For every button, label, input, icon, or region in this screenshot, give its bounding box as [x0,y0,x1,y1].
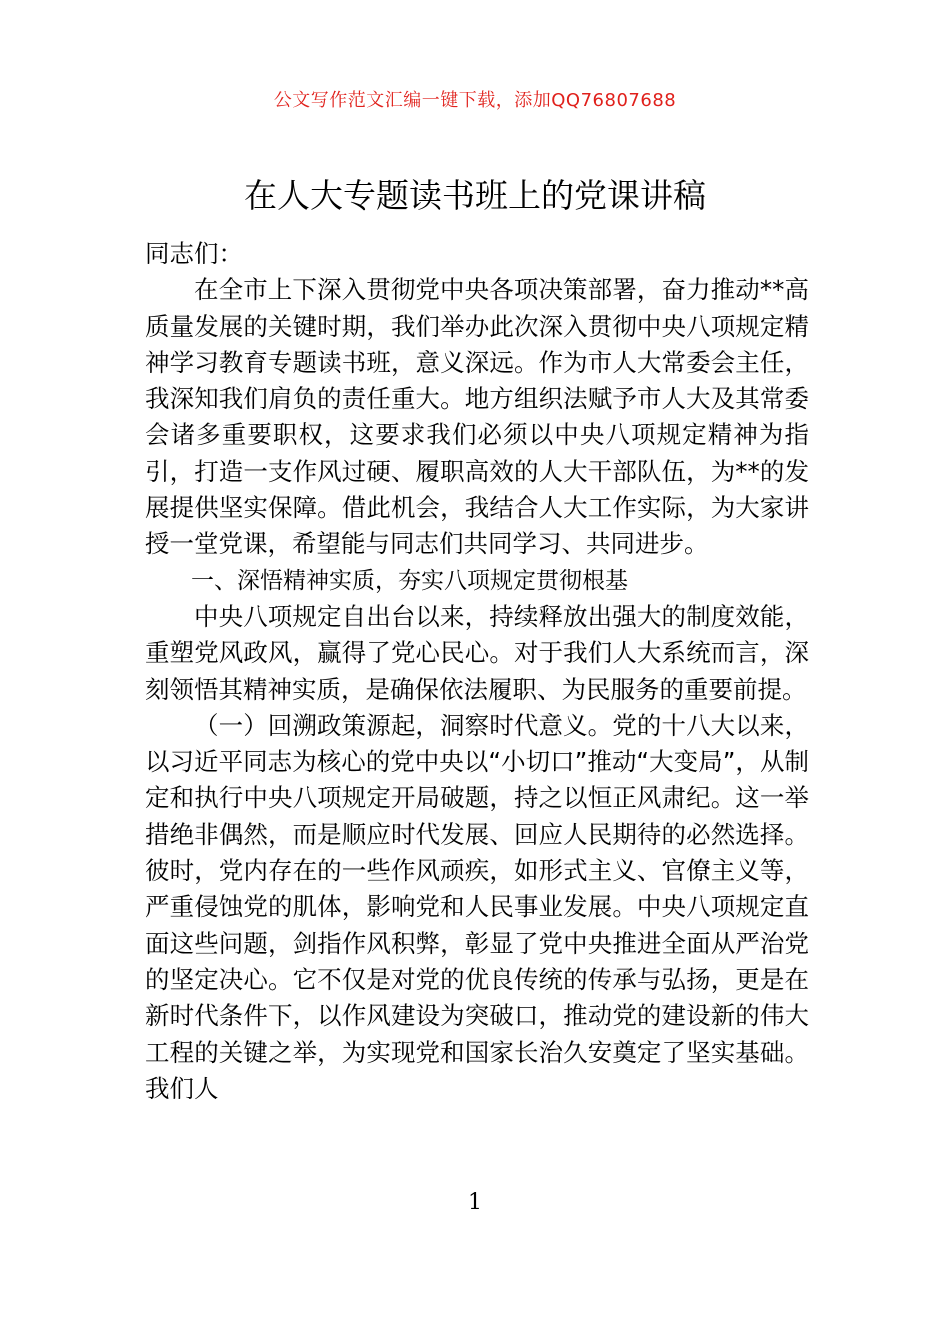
document-title: 在人大专题读书班上的党课讲稿 [244,176,706,215]
subsection-paragraph: （一）回溯政策源起，洞察时代意义。党的十八大以来，以习近平同志为核心的党中央以“小切口”推动“大变局”，从制定和执行中央八项规定开局破题，持之以恒正风肃纪。这一举措绝非偶然，而是顺应时代发展、回应人民期待的必然选择。彼时，党内存在的一些作风顽疾，如形式主义、官僚主义等，严重侵蚀党的肌体，影响党和人民事业发展。中央八项规定直面这些问题，剑指作风积弊，彰显了党中央推进全面从严治党的坚定决心。它不仅是对党的优良传统的传承与弘扬，更是在新时代条件下，以作风建设为突破口，推动党的建设新的伟大工程的关键之举，为实现党和国家长治久安奠定了坚实基础。我们人 [145,710,809,1103]
page-number: 1 [468,1190,482,1215]
greeting: 同志们： [145,239,243,268]
document-body [145,236,809,1107]
section-paragraph: 中央八项规定自出台以来，持续释放出强大的制度效能，重塑党风政风，赢得了党心民心。对于我们人大系统而言，深刻领悟其精神实质，是确保依法履职、为民服务的重要前提。 [145,601,809,704]
section-heading: 一、深悟精神实质，夯实八项规定贯彻根基 [191,567,628,594]
header-note: 公文写作范文汇编一键下载，添加QQ76807688 [273,90,677,111]
intro-paragraph: 在全市上下深入贯彻党中央各项决策部署，奋力推动**高质量发展的关键时期，我们举办此次深入贯彻中央八项规定精神学习教育专题读书班，意义深远。作为市人大常委会主任，我深知我们肩负的责任重大。地方组织法赋予市人大及其常委会诸多重要职权，这要求我们必须以中央八项规定精神为指引，打造一支作风过硬、履职高效的人大干部队伍，为**的发展提供坚实保障。借此机会，我结合人大工作实际，为大家讲授一堂党课，希望能与同志们共同学习、共同进步。 [145,275,809,559]
